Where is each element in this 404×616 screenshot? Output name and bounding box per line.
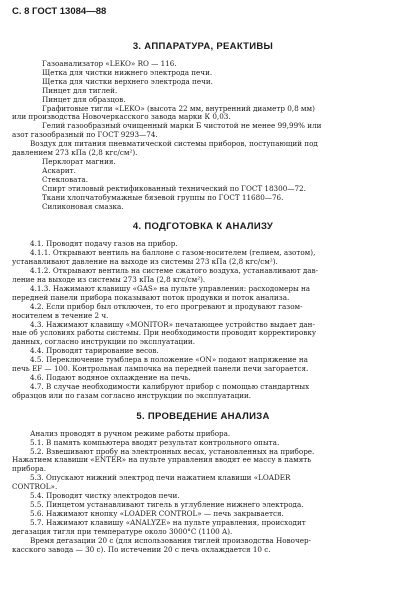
text-line: или производства Новочеркасского завода марки К 0,03.: [12, 113, 231, 122]
text-line: 4.2. Если прибор был отключен, то его прогревают и продувают газом-: [30, 302, 303, 311]
text-line: 5.4. Проводят чистку электродов печи.: [30, 492, 180, 501]
text-line: печь EF — 100. Контрольная лампочка на передней панели печи загорается.: [12, 365, 309, 374]
text-line: Щетка для чистки нижнего электрода печи.: [42, 68, 213, 77]
text-line: давлением 273 кПа (2,8 кгс/см²).: [12, 149, 138, 158]
text-line: 4.5. Переключение тумблера в положение «ON» подают напряжение на: [30, 356, 308, 365]
text-line: 4.7. В случае необходимости калибруют прибор с помощью стандартных: [30, 382, 310, 391]
text-line: 4.1. Проводят подачу газов на прибор.: [30, 240, 178, 249]
text-line: передней панели прибора показывают поток продувки и поток анализа.: [12, 293, 290, 302]
text-line: 5.3. Опускают нижний электрод печи нажатием клавиши «LOADER: [30, 474, 291, 483]
text-line: касского завода — 30 с). По истечении 20 с печь охлаждается 10 с.: [12, 545, 271, 554]
text-line: Пинцет для образцов.: [42, 95, 126, 104]
text-line: Время дегазации 20 с (для использования тиглей производства Новочер-: [30, 536, 311, 545]
text-line: ные об условиях работы системы. При необходимости проводят корректировку: [12, 329, 317, 338]
text-line: CONTROL».: [12, 483, 58, 492]
text-line: Силиконовая смазка.: [42, 202, 124, 211]
text-line: 4.1.2. Открывают вентиль на системе сжатого воздуха, устанавливают дав-: [30, 267, 319, 276]
text-line: дегазация тигля при температуре около 3000°C (1100 A).: [12, 527, 233, 536]
text-line: 5.5. Пинцетом устанавливают тигель в углубление нижнего электрода.: [30, 500, 304, 509]
text-line: Воздух для питания пневматической системы приборов, поступающий под: [30, 140, 318, 149]
text-line: Нажатием клавиши «ENTER» на пульте управления вводят ее массу в память: [12, 456, 312, 465]
text-line: Графитовые тигли «LEKO» (высота 22 мм, внутренний диаметр 0,8 мм): [42, 104, 315, 113]
text-line: 5.6. Нажимают кнопку «LOADER CONTROL» — печь закрывается.: [30, 509, 284, 518]
text-line: 5.2. Взвешивают пробу на электронных весах, установленных на приборе.: [30, 447, 315, 456]
text-line: 4.1.3. Нажимают клавишу «GAS» на пульте управления: расходомеры на: [30, 284, 311, 293]
section-body: [12, 240, 394, 400]
text-line: данных, согласно инструкции по эксплуатации.: [12, 338, 195, 347]
text-line: Стекловата.: [42, 175, 88, 184]
text-line: Аскарит.: [42, 166, 76, 175]
text-line: Перклорат магния.: [42, 157, 116, 166]
document-body: [12, 41, 394, 554]
text-line: 4.3. Нажимают клавишу «MONITOR» печатающее устройство выдает дан-: [30, 320, 315, 329]
section-body: [12, 60, 394, 211]
text-line: Гелий газообразный очищенный марки Б чистотой не менее 99,99% или: [42, 122, 322, 131]
section-body: [12, 430, 394, 555]
text-line: прибора.: [12, 465, 47, 474]
text-line: Ткани хлопчатобумажные бязевой группы по ГОСТ 11680—76.: [42, 193, 284, 202]
text-line: 4.4. Проводят тарирование весов.: [30, 347, 159, 356]
text-line: 4.6. Подают водяное охлаждение на печь.: [30, 374, 191, 382]
running-head: С. 8 ГОСТ 13084—88: [12, 6, 107, 17]
text-line: Газоанализатор «LEKO» RO — 116.: [42, 60, 177, 68]
text-line: Спирт этиловый ректификованный технический по ГОСТ 18300—72.: [42, 184, 306, 193]
section-title: 5. ПРОВЕДЕНИЕ АНАЛИЗА: [136, 410, 270, 422]
section-title: 3. АППАРАТУРА, РЕАКТИВЫ: [132, 41, 274, 52]
text-line: 4.1.1. Открывают вентиль на баллоне с газом-носителем (гелием, азотом),: [30, 249, 316, 258]
section-title: 4. ПОДГОТОВКА К АНАЛИЗУ: [132, 221, 274, 233]
text-line: образцов или по газам согласно инструкции по эксплуатации.: [12, 391, 252, 400]
text-line: Пинцет для тиглей.: [42, 86, 118, 95]
text-line: ление на выходе из системы 273 кПа (2,8 кгс/см²).: [12, 276, 206, 285]
text-line: носителем в течение 2 ч.: [12, 311, 109, 320]
text-line: устанавливают давление на выходе из системы 273 кПа (2,8 кгс/см²).: [12, 258, 278, 267]
text-line: Анализ проводят в ручном режиме работы прибора.: [30, 429, 231, 438]
text-line: 5.1. В память компьютера вводят результат контрольного опыта.: [30, 438, 280, 447]
text-line: азот газообразный по ГОСТ 9293—74.: [12, 131, 158, 140]
text-line: Щетка для чистки верхнего электрода печи.: [42, 77, 213, 86]
text-line: 5.7. Нажимают клавишу «ANALYZE» на пульте управления, происходит: [30, 518, 306, 527]
